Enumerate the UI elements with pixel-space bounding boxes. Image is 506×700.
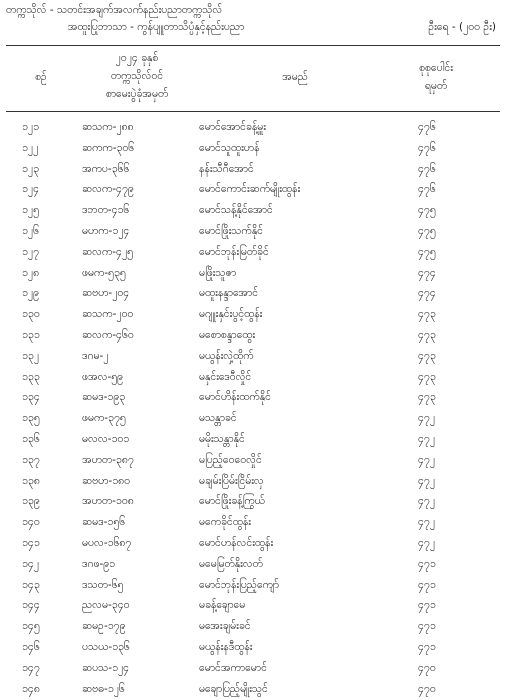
header-row-2 xyxy=(6,19,500,36)
student-name: မောင်သူထူးဟန် xyxy=(199,141,260,154)
student-name: မောင်ကောင်းဆက်မျိုးထွန်း xyxy=(199,183,301,196)
roll-number: အဟတ-၁၀၈ xyxy=(82,495,134,508)
roll-number: ဒဂဖ-၉၁ xyxy=(82,557,116,570)
table-row xyxy=(6,117,500,138)
row-number: ၁၃၄ xyxy=(22,391,40,404)
row-number: ၁၄၈ xyxy=(22,682,40,695)
roll-number: ဒသတ-၆၅ xyxy=(82,578,124,591)
roll-number: ဖအလ-၅၉ xyxy=(82,370,124,383)
table-row xyxy=(6,221,500,242)
col-header-roll-line1: ၂၀၂၄ ခုနှစ် xyxy=(115,52,159,64)
roll-number: ဆမဥ-၁၇၉ xyxy=(82,620,126,633)
roll-number: မပလ-၁၆၈၇ xyxy=(82,536,132,549)
student-name: မယွန်းလှဲ့ထိုက် xyxy=(199,349,254,362)
roll-number: ညလမ-၃၄၀ xyxy=(82,599,130,612)
total-score: ၄၇၃ xyxy=(418,328,436,341)
row-number: ၁၃၂ xyxy=(22,349,39,362)
table-row xyxy=(6,616,500,637)
total-score: ၄၇၆ xyxy=(418,121,436,133)
row-number: ၁၄၃ xyxy=(22,578,40,591)
student-name: မောင်ဖြိုးသက်နိုင် xyxy=(199,224,263,237)
total-score: ၄၇၆ xyxy=(418,183,436,196)
student-name: မကေခိုင်ထွန်း xyxy=(199,516,251,529)
row-number: ၁၃၉ xyxy=(22,495,40,508)
total-score: ၄၇၆ xyxy=(418,141,436,154)
total-score: ၄၇၂ xyxy=(418,412,435,425)
roll-number: ဒဘတ-၄၁၆ xyxy=(82,204,130,217)
table-top-rule xyxy=(6,45,500,46)
student-name: မစောစန္ဒာထွေး xyxy=(199,328,256,341)
total-score: ၄၇၂ xyxy=(418,516,435,529)
total-score: ၄၇၁ xyxy=(418,620,436,633)
total-score: ၄၇၃ xyxy=(418,349,436,362)
table-row xyxy=(6,367,500,388)
roll-number: ဆကက-၃၀၆ xyxy=(82,141,135,154)
student-name: မအေးချမ်းခင် xyxy=(199,620,251,633)
row-number: ၁၄၂ xyxy=(22,557,39,570)
student-name: မောင်သန့်နိုင်အောင် xyxy=(199,204,273,217)
table-row xyxy=(6,138,500,159)
roll-number: ဆလက-၄၂၅ xyxy=(82,245,134,258)
col-header-no: စဉ် xyxy=(35,71,47,83)
total-score: ၄၇၁ xyxy=(418,599,436,612)
student-name: နန်းသီဂီအောင် xyxy=(199,162,254,175)
student-name: မမိုးသန္တာနိုင် xyxy=(199,432,245,445)
table-row xyxy=(6,471,500,492)
table-row xyxy=(6,200,500,221)
row-number: ၁၃၆ xyxy=(22,432,40,445)
student-name: မထူးနန္ဒာအောင် xyxy=(199,287,259,300)
row-number: ၁၂၉ xyxy=(22,287,39,300)
total-score: ၄၇၅ xyxy=(418,204,436,217)
table-row xyxy=(6,159,500,180)
table-row xyxy=(6,595,500,616)
roll-number: ဆလက-၄၆၀ xyxy=(82,328,134,341)
student-name: မောင်ဟန်လင်းထွန်း xyxy=(199,536,274,549)
col-header-roll-line2: တက္ကသိုလ်ဝင် xyxy=(110,70,164,82)
total-score: ၄၇၀ xyxy=(418,682,436,695)
student-name: မောင်အောင်ခန့်မှူး xyxy=(199,121,266,133)
table-row xyxy=(6,325,500,346)
total-score: ၄၇၂ xyxy=(418,432,435,445)
roll-number: ဆလက-၄၇၉ xyxy=(82,183,134,196)
roll-number: မဟက-၁၂၄ xyxy=(82,224,130,237)
row-number: ၁၄၀ xyxy=(22,516,40,529)
table-row xyxy=(6,679,500,700)
table-row xyxy=(6,450,500,471)
university-line: တက္ကသိုလ် - သတင်းအချက်အလက်နည်းပညာတက္ကသိုလ် xyxy=(6,4,223,16)
table-row xyxy=(6,429,500,450)
roll-number: ဆသက-၂၈၈ xyxy=(82,121,134,133)
roll-number: ဆမဒ-၁၅၆ xyxy=(82,516,126,529)
total-score: ၄၇၁ xyxy=(418,557,436,570)
total-score: ၄၇၅ xyxy=(418,245,436,258)
table-row xyxy=(6,283,500,304)
specialization-line: အထူးပြုဘာသာ - ကွန်ပျူတာသိပ္ပံနှင့်နည်းပညာ xyxy=(67,21,245,33)
document-header xyxy=(6,2,500,36)
col-header-total xyxy=(396,59,476,95)
roll-number: ဖမက-၃၇၅ xyxy=(82,412,126,425)
col-header-total-line1: စုစုပေါင်း xyxy=(419,62,453,74)
row-number: ၁၂၄ xyxy=(22,183,39,196)
table-row xyxy=(6,263,500,284)
total-score: ၄၇၄ xyxy=(418,266,436,279)
total-score: ၄၇၁ xyxy=(418,640,436,653)
student-name: မောင်အကာမောင် xyxy=(199,661,267,674)
student-name: မချမ်းပြိမ်းငြိမ်းလှ xyxy=(199,474,264,487)
row-number: ၁၃၅ xyxy=(22,412,40,425)
student-name: မမေမြတ်နိုးလတ် xyxy=(199,557,263,570)
total-score: ၄၇၅ xyxy=(418,224,436,237)
row-number: ၁၄၄ xyxy=(22,599,40,612)
row-number: ၁၂၅ xyxy=(22,204,39,217)
row-number: ၁၃၈ xyxy=(22,474,40,487)
total-score: ၄၇၃ xyxy=(418,308,436,321)
row-number: ၁၂၂ xyxy=(22,141,39,154)
row-number: ၁၂၁ xyxy=(22,121,39,133)
student-name: မောင်ဖြိုးခန့်ကြွယ် xyxy=(199,495,265,508)
table-row xyxy=(6,554,500,575)
table-row xyxy=(6,242,500,263)
roll-number: ပသယ-၁၃၆ xyxy=(82,640,130,653)
table-row xyxy=(6,491,500,512)
header-bottom-rule xyxy=(6,111,500,112)
student-name: မနှင်းဒေဝီလှိုင် xyxy=(199,370,252,383)
student-name: မောင်ဘုန်းမြတ်ခိုင် xyxy=(199,245,269,258)
student-name: မပြည့်ဝေဝေလှိုင် xyxy=(199,453,262,466)
table-row xyxy=(6,575,500,596)
total-score: ၄၇၂ xyxy=(418,453,435,466)
total-score: ၄၇၂ xyxy=(418,474,435,487)
row-number: ၁၄၇ xyxy=(22,661,40,674)
row-number: ၁၂၈ xyxy=(22,266,40,279)
roll-number: ဆမဒ-၁၉၃ xyxy=(82,391,126,404)
student-name: မောင်ဟိန်းထက်နိုင် xyxy=(199,391,271,404)
roll-number: အဟတ-၃၈၇ xyxy=(82,453,134,466)
total-score: ၄၇၀ xyxy=(418,661,436,674)
roll-number: ဒဂမ-၂ xyxy=(82,349,109,362)
row-number: ၁၃၇ xyxy=(22,453,40,466)
table-row xyxy=(6,346,500,367)
row-number: ၁၄၁ xyxy=(22,536,40,549)
total-score: ၄၇၁ xyxy=(418,578,436,591)
row-number: ၁၄၆ xyxy=(22,640,40,653)
row-number: ၁၂၆ xyxy=(22,224,39,237)
roll-number: ဆပသ-၁၂၄ xyxy=(82,661,130,674)
col-header-roll xyxy=(72,49,202,103)
student-name: မဖြိုးသူဇာ xyxy=(199,266,237,279)
table-row xyxy=(6,658,500,679)
roll-number: အကပ-၃၆၆ xyxy=(82,162,130,175)
total-score: ၄၇၃ xyxy=(418,391,436,404)
student-name: မချောပြည့်မျိုးသွင် xyxy=(199,682,268,695)
roll-number: ဖမက-၅၃၅ xyxy=(82,266,126,279)
student-name: မောင်ဘုန်းပြည့်ကျော် xyxy=(199,578,279,591)
roll-number: မလလ-၁၀၁ xyxy=(82,432,130,445)
table-row xyxy=(6,179,500,200)
student-name: မယွန်းနဒီထွန်း xyxy=(199,640,253,653)
total-score: ၄၇၃ xyxy=(418,370,436,383)
roll-number: ဆဗဟ-၂၀၄ xyxy=(82,287,130,300)
student-name: မသန္တာခင် xyxy=(199,412,237,425)
total-score: ၄၇၄ xyxy=(418,287,436,300)
table-row xyxy=(6,408,500,429)
table-row xyxy=(6,387,500,408)
table-row xyxy=(6,637,500,658)
total-score: ၄၇၆ xyxy=(418,162,436,175)
intake-count: ဦးရေ - (၂၀၀ ဦး) xyxy=(428,21,496,33)
row-number: ၁၃၀ xyxy=(22,308,40,321)
student-name: မခန့်ချောမေ xyxy=(199,599,246,612)
total-score: ၄၇၂ xyxy=(418,495,435,508)
total-score: ၄၇၂ xyxy=(418,536,435,549)
results-table-body xyxy=(6,117,500,699)
roll-number: ဆဗဓ-၁၂၆ xyxy=(82,682,125,695)
table-row xyxy=(6,304,500,325)
roll-number: ဆသက-၂၀၀ xyxy=(82,308,134,321)
student-name: မဂျူးနှင်းပွင့်ထွန်း xyxy=(199,308,263,321)
row-number: ၁၃၁ xyxy=(22,328,40,341)
row-number: ၁၂၇ xyxy=(22,245,39,258)
row-number: ၁၂၃ xyxy=(22,162,39,175)
table-row xyxy=(6,512,500,533)
col-header-name: အမည် xyxy=(282,71,308,83)
table-row xyxy=(6,533,500,554)
col-header-roll-line3: စာမေးပွဲခုံအမှတ် xyxy=(105,88,169,100)
roll-number: ဆဗဟ-၁၈၀ xyxy=(82,474,131,487)
row-number: ၁၃၃ xyxy=(22,370,40,383)
row-number: ၁၄၅ xyxy=(22,620,40,633)
col-header-total-line2: ရမှတ် xyxy=(424,80,448,92)
